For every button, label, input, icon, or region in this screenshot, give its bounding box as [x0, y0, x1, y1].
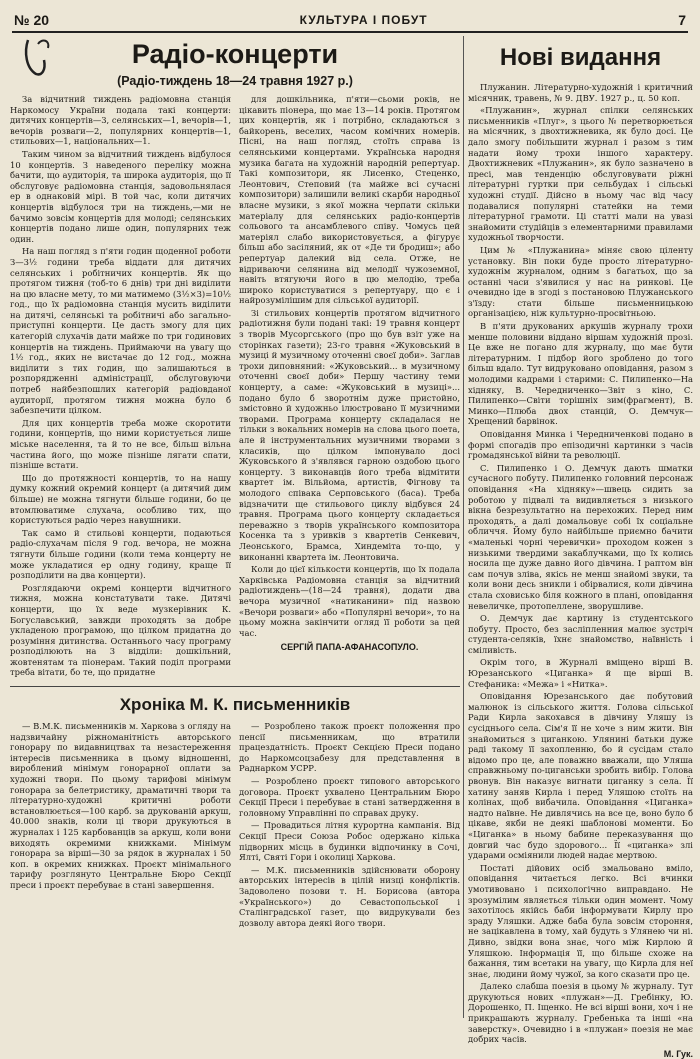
- paragraph: — Провадиться літня курортна кампанія. Від Секції Преси Союза Робос одержано кілька підворних місць в будинки відпочинку в Сочі, Ялті, Святі Гори і околиці Харкова.: [239, 820, 460, 863]
- right-section: [468, 36, 693, 1059]
- left-section: [10, 36, 460, 1018]
- concerts-body: [10, 94, 460, 680]
- paragraph: Розглядаючи окремі концерти відчитного тижня, можна констатувати таке. Дитячі концерти, що їх веде музкерівник К. Богуславський, завжди проходять за добре укладеною програмою, що цілком придатна до розуміння дитинства. Останнього часу програму розподілюють на 3 відділи: дошкільний, жовтенятам та піонерам. Такий поділ програми треба вітати, бо те, що придатне: [10, 582, 231, 678]
- column-divider: [463, 36, 464, 1018]
- paragraph: Далеко слабша поезія в цьому № журналу. Тут друкуються нових «плужан»—Д. Гребінку, Ю. Дорошенко, П. Іщенко. Не всі вірші вони, хоч і не прикрашають журналу. Гребенька та інші «на заверстку». Очевидно і в «плужан» поезія не має добрих часів.: [468, 981, 693, 1045]
- paragraph: — В.М.К. письменників м. Харкова з огляду на надзвичайну ріжноманітність авторського гонорару по видавництвах та незастереження інтересів письменника в цьому відношенні, вироблений мінімум гонорарної оплати за художні твори. По цьому тарифові мінімум гонорара за белетристику, драматичні твори та літературно-художні критичні роботи встановлюється—100 карб. за друкованій аркуш, 40.000 знаків, коли ці твори друкуються в журналах і 125 карбованців за аркуш, коли вони виходять окремими книжками. Мінімум гонорара за вірші—30 за рядок в журналах і 50 коп. в окремих книжках. Проєкт мінімального тарифу розглянуто Центральне Бюро Секції преси і проєкт перебуває в стані завершення.: [10, 721, 231, 890]
- paragraph: — М.К. письменників здійснювати оборону авторських інтересів в цілій низці конфліктів. Задоволено позови т. Н. Борисова (автора «Укрaїнського») до Севастопольської і Сталінградської газет, що видрукували без дозволу автора деякі його твори.: [239, 864, 460, 928]
- header-rule: [12, 31, 688, 33]
- paragraph: «Плужанин», журнал спілки селянських письменників «Плуг», з цього № перетворюється на місячник, з двохтижневика, як було досі. Це дало змогу побільшити журнал і разом з тим надати йому трохи іншого характеру. Двохтижневик «Плужанин», як було зазначено в пресі, мав тенденцію обслуговувати ріжні літературні гуртки при сельбудах і сільські художні студії. Дійсно в ньому час від часу подавалися популярні статейки на теми літературної грамоти. Ці статті мали на увазі знайомити студійців з елементарними правилами художньої творчости.: [468, 105, 693, 243]
- concerts-signature: СЕРГІЙ ПАПА-АФАНАСОПУЛО.: [280, 642, 419, 653]
- section-rule: [10, 686, 460, 687]
- editions-title: Нові видання: [499, 44, 662, 71]
- paragraph: Коли до цієї кількости концертів, що їх подала Харківська Радіомовна станція за відчитний радіотиждень—(18—24 травня), додати два вечора музичної «натиканини» під назвою «Вечори розваги» або «Популярні вечори», то на цьому можна закінчити огляд її роботи за цей час.: [239, 564, 460, 638]
- paragraph: Постаті дійових осіб змальовано вміло, оповідання читається легко. Всі вчинки умотивовано і психологічно виправдано. Не зрозумілим являється тільки один момент. Чому захотілось якійсь баби інформувати Кирлу про зраду Уляшки. Адже баба була зовсім стороння, не зацікавлена в тому, хай будуть з Улянею чи ні. Дивно, звідки вона знає, чого між Кирлою й Уляшкою. Інформація її, що більше схоже на бажання, тим всетаки на увагу, що Кирла для неї знає, людини йому чужої, за кого сказати про це.: [468, 862, 693, 979]
- chronicle-body: [10, 721, 460, 930]
- journal-title: КУЛЬТУРА І ПОБУТ: [299, 13, 428, 27]
- editions-signature: М. Гук.: [663, 1048, 693, 1059]
- paragraph: Окрім того, в Журналі вміщено вірші В. Юрезанського «Циганка» й ще вірші В. Стефаника: «Межа» і «Нитка».: [468, 657, 693, 689]
- chronicle-column-left: [10, 721, 231, 930]
- chronicle-column-right: [239, 721, 460, 930]
- paragraph: для дошкільника, п'яти—сьоми років, не цікавить піонера, що має 13—14 років. Протягом цих концертів, як і потрібно, складаються з байкорень, веселих, часом комічних номерів. Пісні, на наш погляд, стоїть справа із селянськими концертами. Українська народня музика багата на художній народній репертуар. Такі композитори, як Лисенко, Стеценко, Леонтович, Степовий (та майже всі сучасні композитори) залишили великі скарби народньої власне музики, з якої можна черпати скільки матеріалу для селянських радіо-концертів сольового та ансамблевого співу. Чомусь цей матеріял слабо використовується, а фігурує більш або засіляний, як от «Де ти бродиш»; або репертуар далекий від села. Отже, не відриваючи селянина від мелодії чужоземної, навіть втягуючи його в цю мелодію, треба широко користуватися з репертуару, що є і найрозумілішим для сільської аудиторії.: [239, 94, 460, 306]
- running-header: [14, 10, 686, 30]
- paragraph: С. Пилипенко і О. Демчук дають шматки сучасного побуту. Пилипенко головний персонаж оповідання «На хідняку»—швець сидить за роботою у підвалі та видивляється з низького вікна безрезультатно на перехожих. Перед ним проходять, а далі домальовує собі їх соціальне обличчя. Йому було найбільше приємно бачити «маленькі чорні черевички» проходом кожен з низькими твердими закаблучками, що їх колись носила ще дуже давно його дівчина. І раптом він сам почув зліва, якісь не менш знайомі звуки, та коли вони десь зникли і обірвалися, коли дівчина стала сховисько біля кожного в плані, оповідання невеличке, протопеллене, зворушливе.: [468, 462, 693, 611]
- paragraph: Плужанин. Літературно-художній і критичний місячник, травень, № 9. ДВУ. 1927 р., ц. 50 коп.: [468, 82, 693, 103]
- paragraph: Що до протяжності концертів, то на нашу думку кожний окремий концерт (а дитячий дим більше) не можна тягнути більше години, бо це втомлюватиме слухача, особливо тих, що користуються радіо через навушники.: [10, 472, 231, 526]
- paragraph: Для цих концертів треба може скоротити години, концертів, що ними користується лише міське населення, та й то не все, більш вільна частина його, що може пізніше лягати спати, пізніше встати.: [10, 417, 231, 471]
- page-number: 7: [678, 12, 686, 28]
- paragraph: — Розроблено також проєкт положення про пенсії письменникам, що втратили працездатність. Проєкт Секцією Преси подано до Наркомсоцзабезу для представлення в Раднарком УСРР.: [239, 721, 460, 774]
- paragraph: Цим № «Плужанина» міняє свою ціленту установку. Він поки буде просто літературно-художнім журналом, одним з багатьох, що за останні часи з'явилися у нас на ринкові. Це очевидно іде в згоді з постановою Плужанського з'їзду: стати більше письменницькою організацією, ніж культурно-просвітньою.: [468, 244, 693, 319]
- concerts-subtitle: (Радіо-тиждень 18—24 травня 1927 р.): [117, 74, 353, 88]
- paragraph: В п'яти друкованих аркушів журналу трохи менше половини віддано віршам художній прозі. Це вже не погано для журналу, що має бути літературним. І підбор його зроблено до того більш вдало. Тут видруковано оповідання, разом з молодими кадрами і старими: С. Пилипенко—На хідняку, В. Чередниченко—Звіт з кіно, С. Пилипенко—Світи торішніх зим(фрагмент), В. Минко—Плюба двох станцій, О. Демчук—Хрещений барвінок.: [468, 321, 693, 427]
- concerts-column-left: [10, 94, 231, 680]
- issue-number: № 20: [14, 12, 50, 28]
- paragraph: Таким чином за відчитний тиждень відбулося 10 концертів. З наведеного переліку можна бачити, що аудиторія, та широка аудиторія, що її обслуговує радіомовна станція, задовольнялася ер в однаковій мірі. В той час, коли дитячих концертів відбулося три на тиждень,—ми не бачимо зовсім концертів для молоді; селянських концертів подано лише один, популярних теж один.: [10, 148, 231, 244]
- paragraph: Оповідання Юрезанського дає побутовий малюнок із сільського життя. Голова сільської Ради Кирла закохався в дівчину Уляшу із сусіднього села. Сім'я її не хоче з ним жити. Він знайомиться з циганкою. Улянині батьки дуже раді такому її захопленню, бо й сусідам стало відомо про це, але поважно вважали, що Уляша справжньому по-циганськи зробить вибір. Голова рвонув. Він наказує вигнати циганку з села. Її хатину заняв Кирла і перед Уляшою стоїть на колінах, щоб вибачила. Оповідання «Циганка» надто наївне. Не дивлячись на все це, воно було б цікаве, якби не деякі шаблонові моменти. Бо «Циганка» в ньому бабине переказування що довгий час будо здорового... Її «циганка» злі ударами осміянили людей надає мертвою.: [468, 691, 693, 861]
- paragraph: О. Демчук дає картину із студентського побуту. Просто, без засліпленния малює зустріч студента-селяків, їхнє знайомство, наївність і сміливість.: [468, 613, 693, 655]
- paragraph: За відчитний тиждень радіомовна станція Наркомосу України подала такі концерти: дитячих концертів—3, селянських—1, вечорів—1, вечорів розваги—2, популярних концертів—1, стильових—1, національних—1.: [10, 94, 231, 147]
- chronicle-title: Хроніка М. К. письменників: [119, 695, 351, 715]
- concerts-column-right: [239, 94, 460, 680]
- paragraph: На наш погляд з п'яти годин щоденної роботи З—3½ години треба віддати для дитячих селянських і робітничих концертів. Як що протягом тижня (тоб-то 6 днів) три дні виділити на цю власне мету, то ми матимемо (3½×3)=10½ год., що їх радіомовна станція мусить виділити на дитячі, селянські та робітничі або загально-приступні концерти. Це дасть змогу для цих категорій слухачів дати майже по три годинових концертів на тиждень. Приймаючи на увагу що 1½ год., яких не вистачає до 12 год., можна виділити з тих годин, що залишаються в розпорядженні адміністрації, обслуговуючи потреб найбезпошлих категорій радіовданої аудиторії, протягом тижня можна було б забезпечити цілком.: [10, 246, 231, 416]
- paragraph: — Розроблено проєкт типового авторського договора. Проєкт ухвалено Центральним Бюро Секції Преси і перебуває в стані затвердження в головному Управлінні по справах друку.: [239, 776, 460, 818]
- concerts-title: Радіо-концерти: [131, 39, 339, 69]
- paragraph: Оповідання Минка і Чередниченкові подано в формі спогадів про епізодичні картинки з часів громадянської війни та революції.: [468, 429, 693, 461]
- paragraph: Так само й стильові концерти, подаються радіо-слухачам після 9 год. вечора, не можна тягнути більше години (коли тема концерту не може укладатися ер одну годину, краще її розподілити на два концерти).: [10, 527, 231, 581]
- paragraph: Зі стильових концертів протягом відчитного радіотижня були подані такі: 19 травня концерт з творів Мусоргського (про що був взіт уже на сторінках газети); 23-го травня «Жуковський в музиці й музичному оточенні своєї доби». Заглав трохи диповняний: «Жуковський... в музичному оточенні своєї доби» Першу частину теми концерту, а саме: «Жуковський в музиці»... подано було б зворотнім дуже пристойно, змістовно й художньо ілюстровано її музичними творами. Програма концерту складалася не тільки з вокальних номерів на слова цього поета, але й інструментальних музичними творами з класиків, що цілком імпонувало досі Жуковського й з'являвся гарною оздобою цього концерту. З виконавців його треба відмітити квартет ім. Вільйома, артистів, Фігнову та молодого співака Серповського (баса). Треба відзначити ще стильового циклу відбувся 24 травня. Програма цього концерту складається переважно з творів українського композитора Косенка та з уривків з квартетів Сенкевич, Леонського, Брамса, Хиндеміта то-що, у виконанні квартета ім. Леонтовича.: [239, 307, 460, 562]
